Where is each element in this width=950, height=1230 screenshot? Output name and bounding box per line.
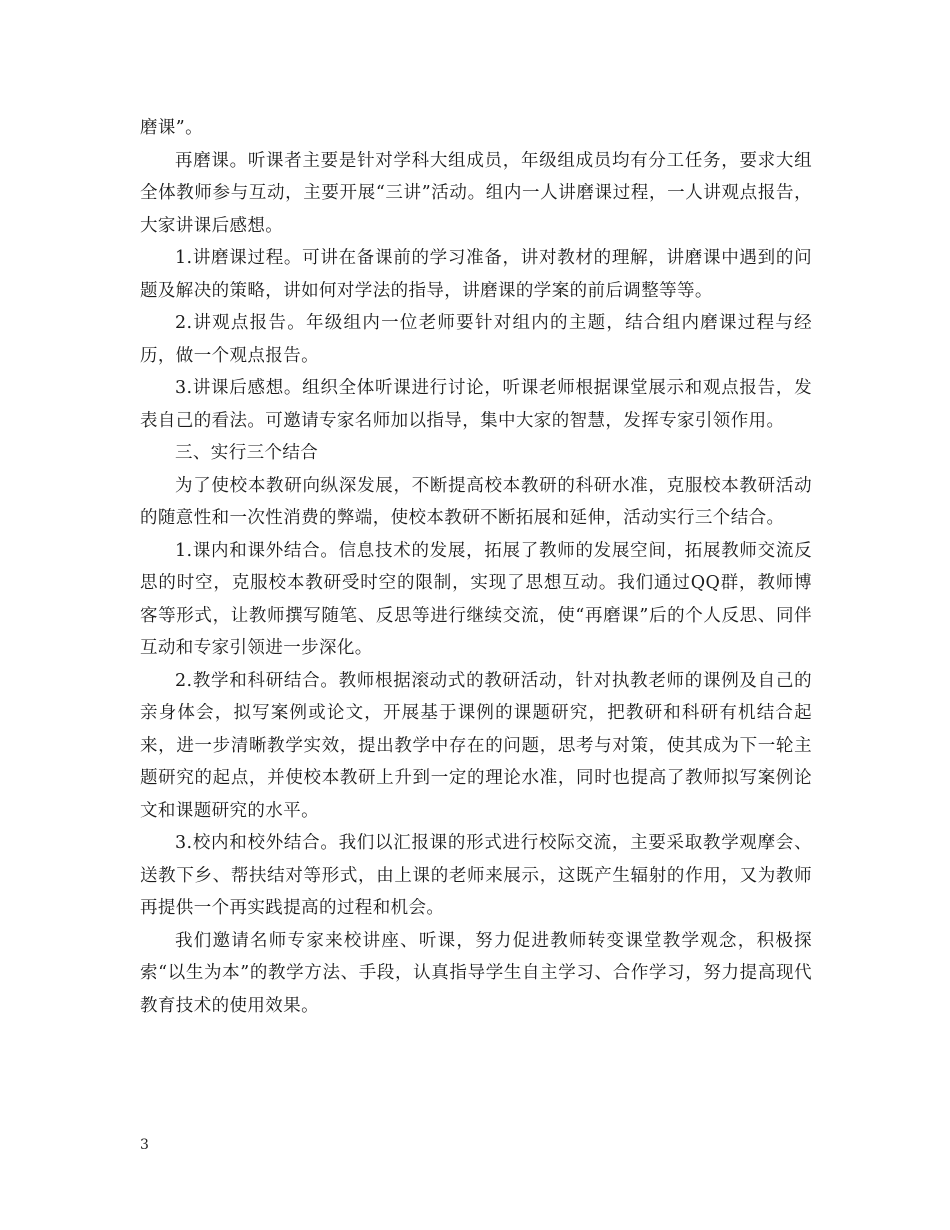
- paragraph-combination-1: 1.课内和课外结合。信息技术的发展，拓展了教师的发展空间，拓展教师交流反思的时空，克服校本教研受时空的限制，实现了思想互动。我们通过QQ群，教师博客等形式，让教师撰写随笔、反思等进行继续交流，使“再磨课”后的个人反思、同伴互动和专家引领进一步深化。: [140, 540, 812, 658]
- paragraph-continuation: 磨课”。: [140, 118, 204, 138]
- document-body: [140, 112, 812, 1022]
- paragraph-expert-lectures: 我们邀请名师专家来校讲座、听课，努力促进教师转变课堂教学观念，积极探索“以生为本”的教学方法、手段，认真指导学生自主学习、合作学习，努力提高现代教育技术的使用效果。: [140, 930, 812, 1016]
- page-number: 3: [140, 1137, 149, 1153]
- paragraph-item-2-report: 2.讲观点报告。年级组内一位老师要针对组内的主题，结合组内磨课过程与经历，做一个观点报告。: [140, 313, 812, 366]
- section-heading-three-combinations: 三、实行三个结合: [175, 443, 319, 463]
- paragraph-re-polish-lesson: 再磨课。听课者主要是针对学科大组成员，年级组成员均有分工任务，要求大组全体教师参与互动，主要开展“三讲”活动。组内一人讲磨课过程，一人讲观点报告，大家讲课后感想。: [140, 150, 812, 236]
- paragraph-combination-2: 2.教学和科研结合。教师根据滚动式的教研活动，针对执教老师的课例及自己的亲身体会，拟写案例或论文，开展基于课例的课题研究，把教研和科研有机结合起来，进一步清晰教学实效，提出教学中存在的问题，思考与对策，使其成为下一轮主题研究的起点，并使校本教研上升到一定的理论水准，同时也提高了教师拟写案例论文和课题研究的水平。: [140, 670, 812, 821]
- paragraph-combination-3: 3.校内和校外结合。我们以汇报课的形式进行校际交流，主要采取教学观摩会、送教下乡、帮扶结对等形式，由上课的老师来展示，这既产生辐射的作用，又为教师再提供一个再实践提高的过程和机会。: [140, 833, 812, 918]
- paragraph-item-1-process: 1.讲磨课过程。可讲在备课前的学习准备，讲对教材的理解，讲磨课中遇到的问题及解决的策略，讲如何对学法的指导，讲磨课的学案的前后调整等等。: [140, 248, 812, 301]
- paragraph-intro-combinations: 为了使校本教研向纵深发展，不断提高校本教研的科研水准，克服校本教研活动的随意性和一次性消费的弊端，使校本教研不断拓展和延伸，活动实行三个结合。: [140, 475, 812, 528]
- paragraph-item-3-reflection: 3.讲课后感想。组织全体听课进行讨论，听课老师根据课堂展示和观点报告，发表自己的看法。可邀请专家名师加以指导，集中大家的智慧，发挥专家引领作用。: [140, 378, 812, 431]
